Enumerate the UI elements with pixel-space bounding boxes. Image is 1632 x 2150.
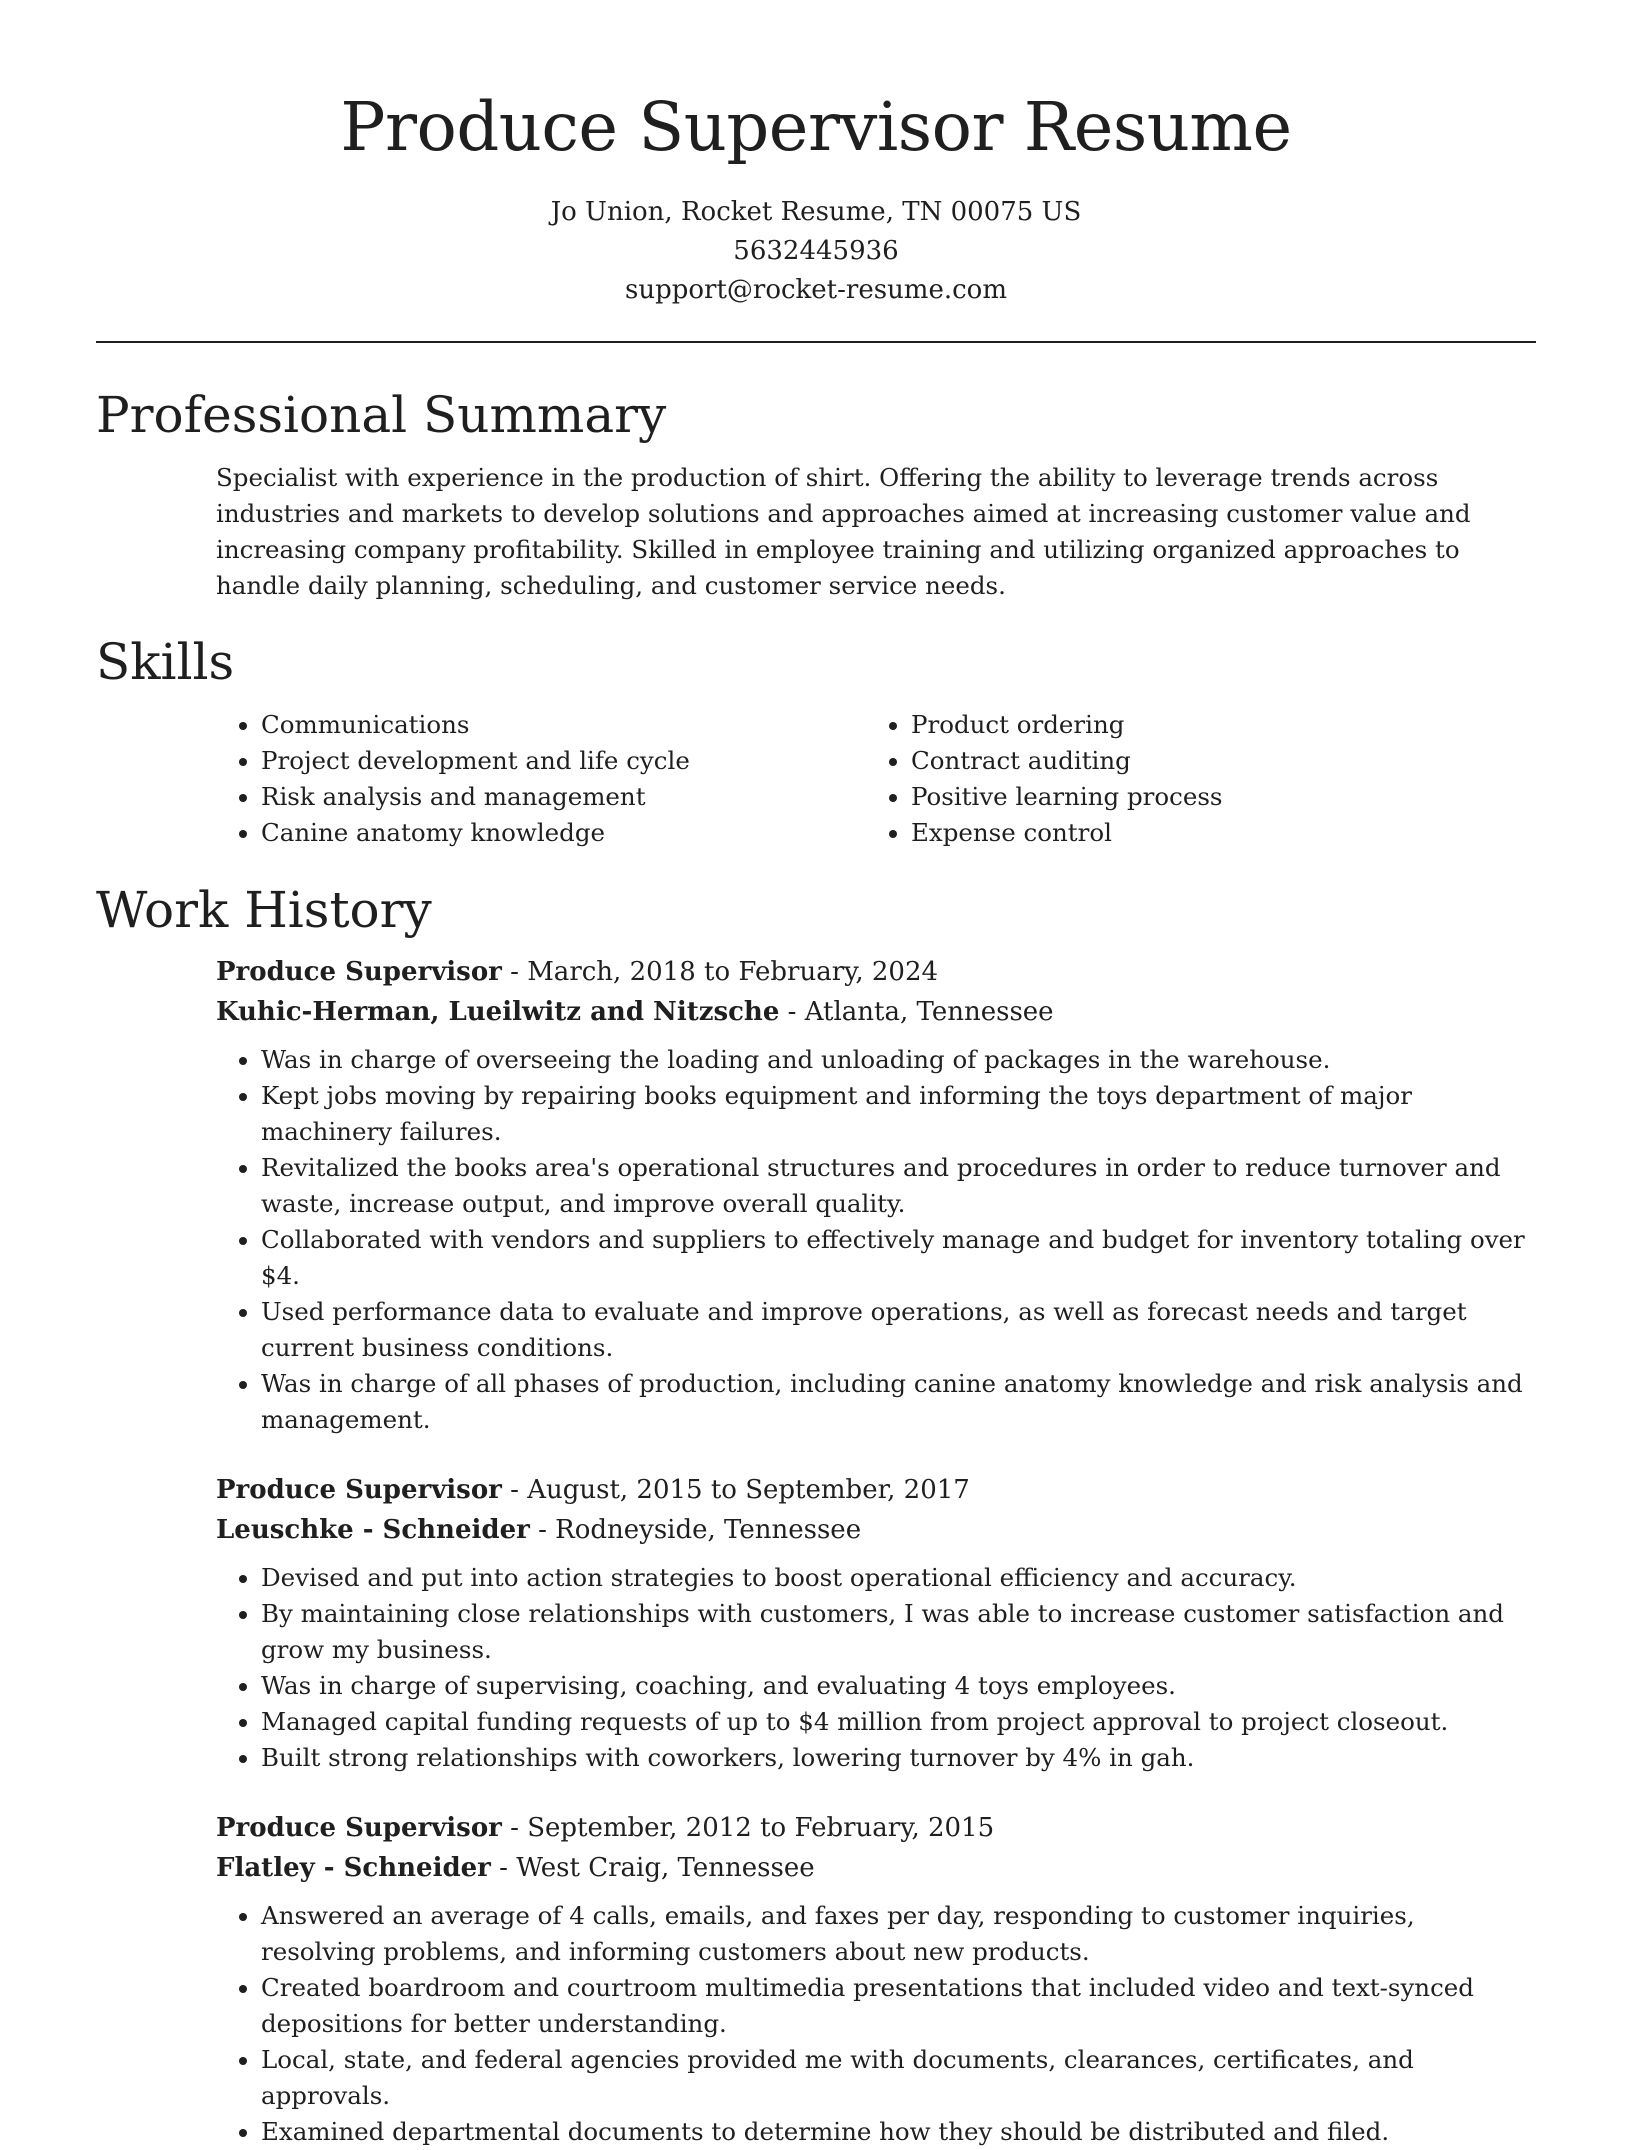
skills-section	[96, 632, 1536, 851]
job-bullet: • Was in charge of supervising, coaching, and evaluating 4 toys employees.	[261, 1668, 1536, 1704]
skills-grid	[216, 707, 1536, 851]
job-bullet: • Examined departmental documents to determine how they should be distributed and filed.	[261, 2114, 1536, 2150]
job-bullet: • Collaborated with vendors and suppliers to effectively manage and budget for inventory totaling over $4.	[261, 1222, 1536, 1294]
job-bullets	[216, 1560, 1536, 1776]
skill-item: • Communications	[261, 707, 866, 743]
skill-item: • Contract auditing	[911, 743, 1516, 779]
job-company: Flatley - Schneider	[216, 1853, 491, 1883]
summary-heading: Professional Summary	[96, 386, 667, 444]
job-entry	[216, 952, 1536, 1438]
job-bullet: • Managed capital funding requests of up to $4 million from project approval to project closeout.	[261, 1704, 1536, 1740]
job-dates: - March, 2018 to February, 2024	[501, 957, 939, 987]
contact-address: Jo Union, Rocket Resume, TN 00075 US	[550, 197, 1082, 227]
job-bullet: • Used performance data to evaluate and improve operations, as well as forecast needs and target current business conditions.	[261, 1294, 1536, 1366]
job-location: - Atlanta, Tennessee	[779, 997, 1054, 1027]
skill-item: • Canine anatomy knowledge	[261, 815, 866, 851]
job-bullets	[216, 1898, 1536, 2150]
job-title-line	[216, 1808, 1536, 1848]
skill-item: • Risk analysis and management	[261, 779, 866, 815]
job-bullet: • Built strong relationships with coworkers, lowering turnover by 4% in gah.	[261, 1740, 1536, 1776]
job-bullet: • Answered an average of 4 calls, emails, and faxes per day, responding to customer inquiries, resolving problems, and informing customers about new products.	[261, 1898, 1536, 1970]
job-role: Produce Supervisor	[216, 1813, 502, 1843]
skills-heading: Skills	[96, 633, 235, 691]
job-bullet: • Was in charge of overseeing the loading and unloading of packages in the warehouse.	[261, 1042, 1536, 1078]
skills-list-left	[216, 707, 866, 851]
skill-item: • Positive learning process	[911, 779, 1516, 815]
job-bullet: • Devised and put into action strategies to boost operational efficiency and accuracy.	[261, 1560, 1536, 1596]
contact-block	[0, 193, 1632, 310]
skill-item: • Expense control	[911, 815, 1516, 851]
job-bullet: • Was in charge of all phases of production, including canine anatomy knowledge and risk analysis and management.	[261, 1366, 1536, 1438]
job-bullet: • Revitalized the books area's operational structures and procedures in order to reduce turnover and waste, increase output, and improve overall quality.	[261, 1150, 1536, 1222]
job-company: Kuhic-Herman, Lueilwitz and Nitzsche	[216, 997, 780, 1027]
job-title-line	[216, 1470, 1536, 1510]
job-location: - Rodneyside, Tennessee	[529, 1515, 862, 1545]
job-entry	[216, 1470, 1536, 1776]
summary-text: Specialist with experience in the production of shirt. Offering the ability to leverage trends across industries and markets to develop solutions and approaches aimed at increasing customer value and increasing company profitability. Skilled in employee training and utilizing organized approaches to handle daily planning, scheduling, and customer service needs.	[216, 463, 1471, 600]
job-company-line	[216, 992, 1536, 1032]
job-bullet: • Local, state, and federal agencies provided me with documents, clearances, certificates, and approvals.	[261, 2042, 1536, 2114]
job-company-line	[216, 1510, 1536, 1550]
skill-item: • Project development and life cycle	[261, 743, 866, 779]
job-title-line	[216, 952, 1536, 992]
job-role: Produce Supervisor	[216, 1475, 502, 1505]
summary-section	[96, 385, 1536, 604]
job-bullet: • Kept jobs moving by repairing books equipment and informing the toys department of major machinery failures.	[261, 1078, 1536, 1150]
job-company: Leuschke - Schneider	[216, 1515, 530, 1545]
header-divider	[96, 341, 1536, 343]
skill-item: • Product ordering	[911, 707, 1516, 743]
contact-email: support@rocket-resume.com	[624, 275, 1007, 305]
job-company-line	[216, 1848, 1536, 1888]
job-bullet: • Created boardroom and courtroom multimedia presentations that included video and text-synced depositions for better understanding.	[261, 1970, 1536, 2042]
job-dates: - August, 2015 to September, 2017	[501, 1475, 970, 1505]
work-history-heading: Work History	[96, 881, 432, 939]
skills-list-right	[866, 707, 1516, 851]
job-entry	[216, 1808, 1536, 2150]
contact-phone: 5632445936	[733, 236, 899, 266]
job-location: - West Craig, Tennessee	[490, 1853, 815, 1883]
job-role: Produce Supervisor	[216, 957, 502, 987]
work-history-section	[96, 880, 1536, 2150]
resume-title: Produce Supervisor Resume	[340, 88, 1292, 166]
resume-header	[0, 0, 1632, 310]
job-bullet: • By maintaining close relationships with customers, I was able to increase customer satisfaction and grow my business.	[261, 1596, 1536, 1668]
job-dates: - September, 2012 to February, 2015	[501, 1813, 995, 1843]
job-bullets	[216, 1042, 1536, 1438]
